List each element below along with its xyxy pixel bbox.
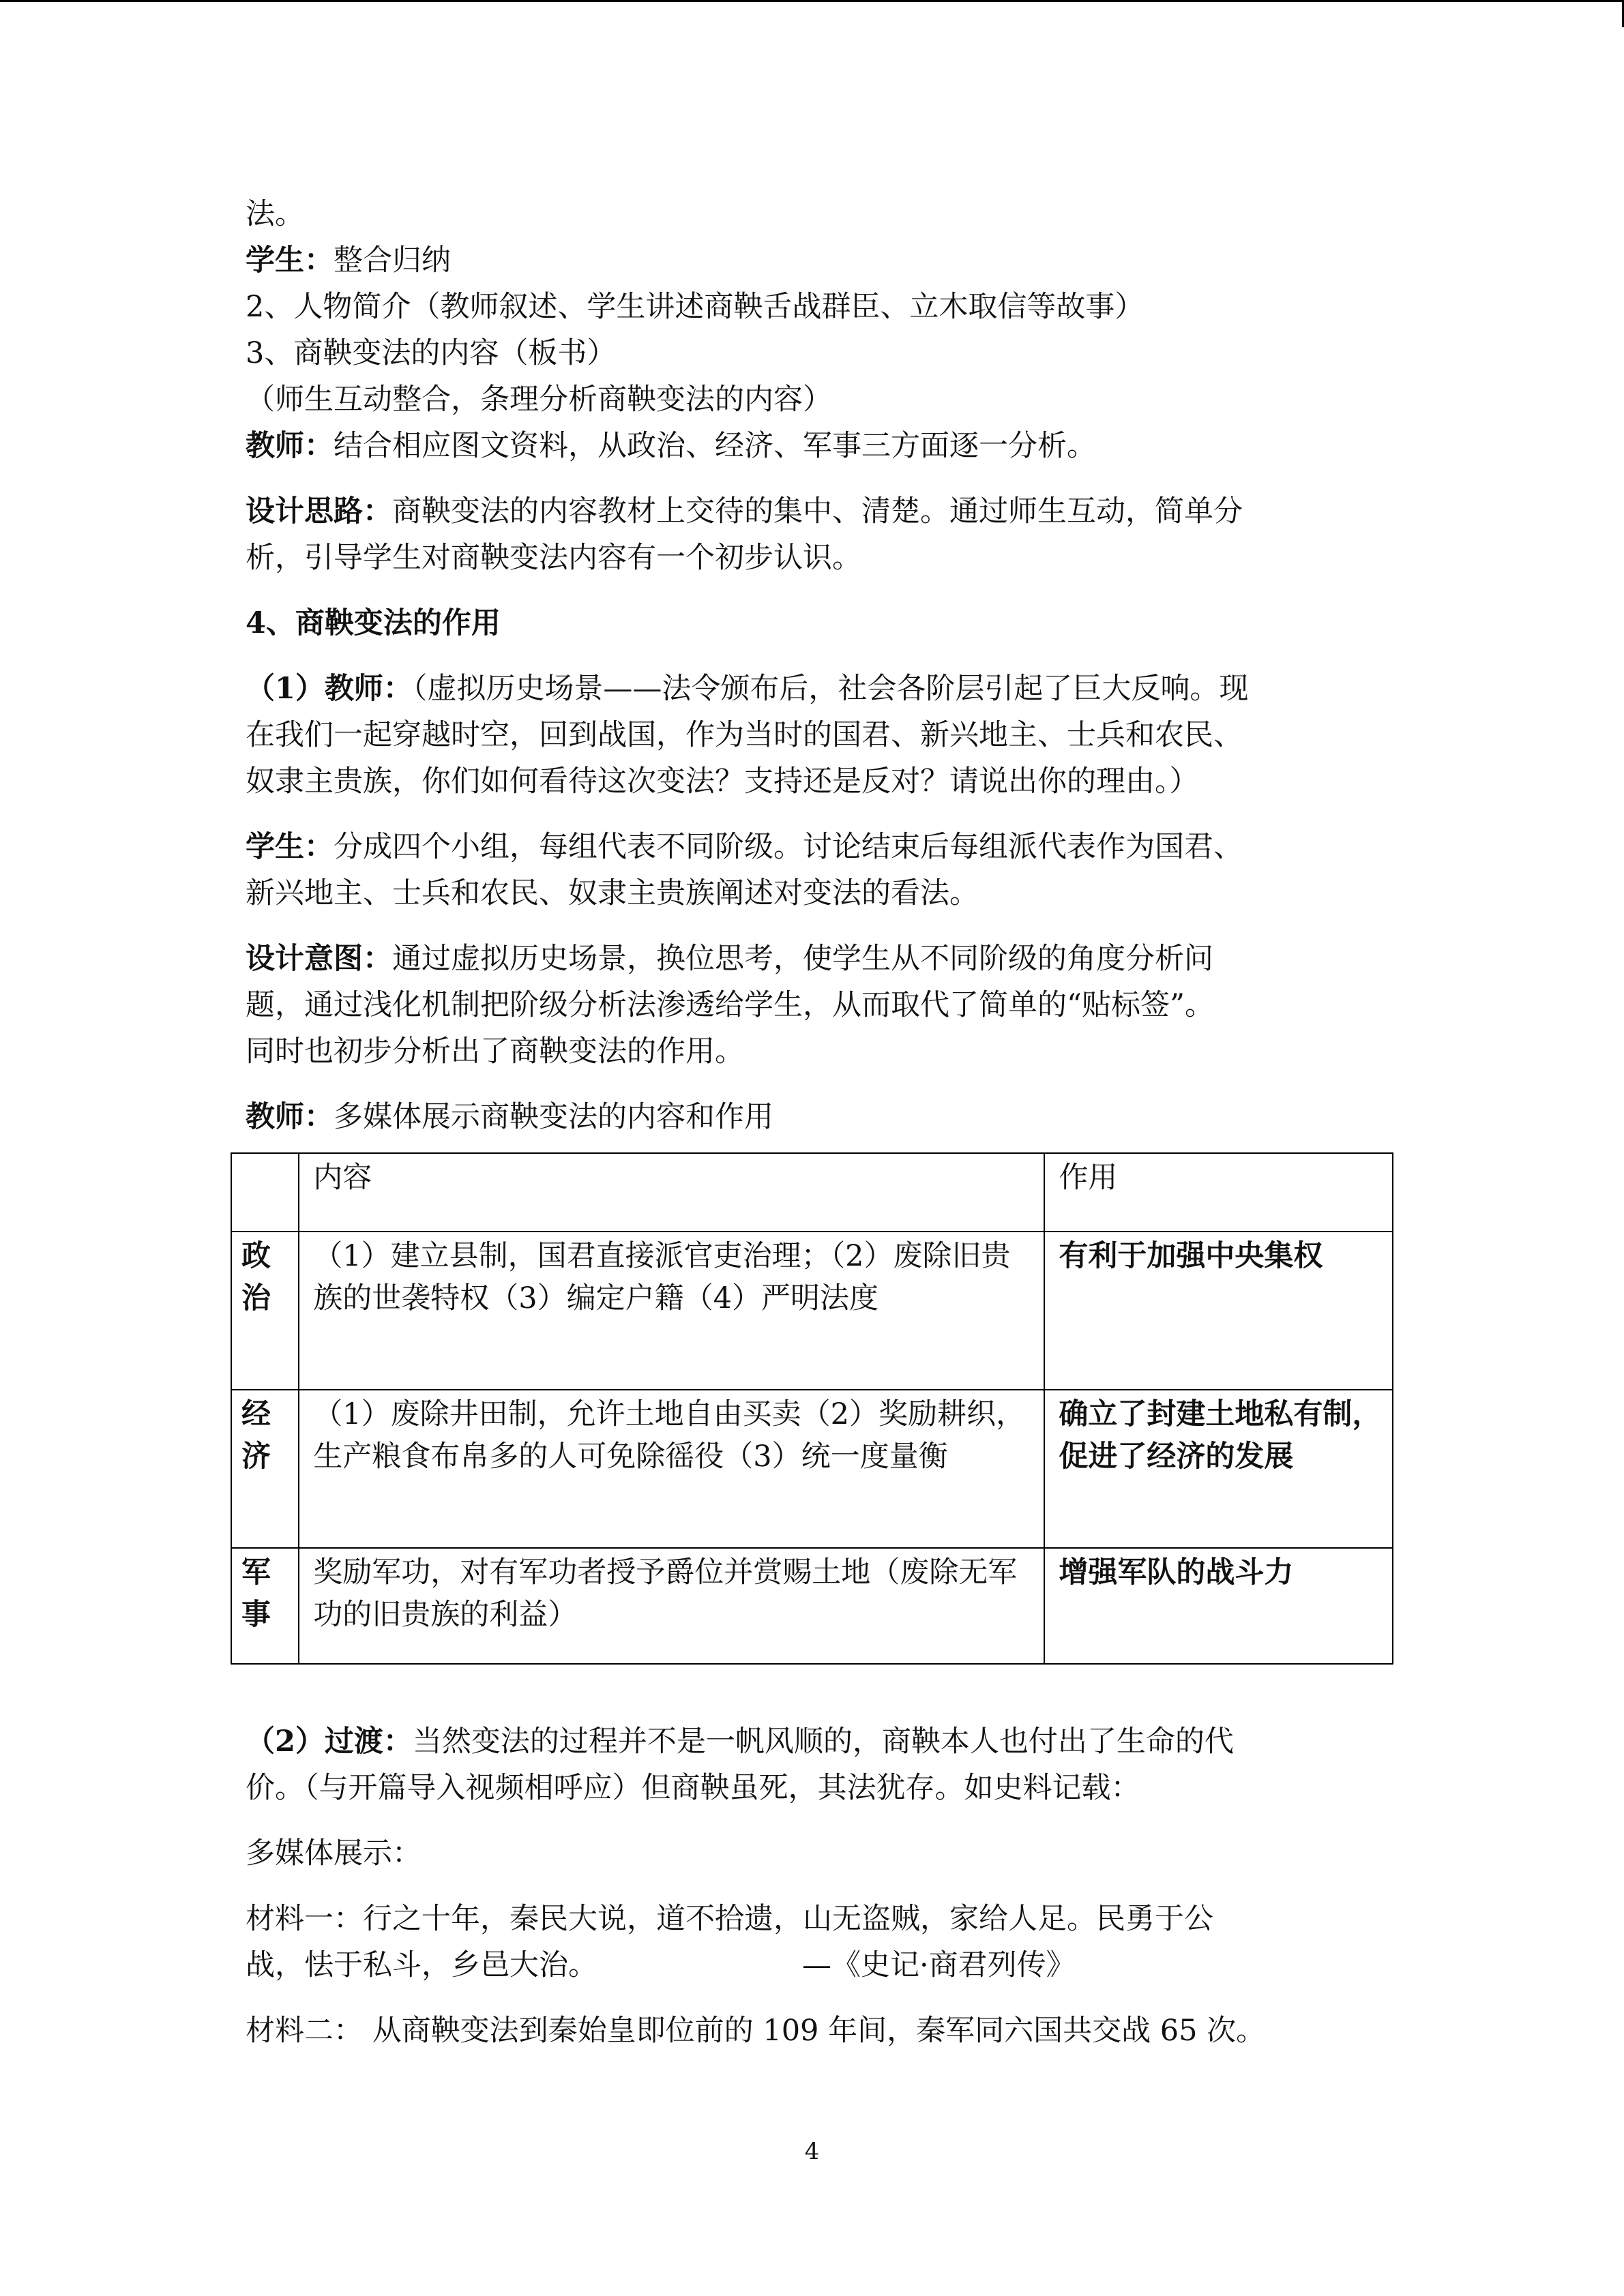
material-two: 材料二： 从商鞅变法到秦始皇即位前的 109 年间，秦军同六国共交战 65 次。 [246, 2014, 1266, 2048]
page-top-border [0, 0, 1624, 2]
intent-line2: 题，通过浅化机制把阶级分析法渗透给学生，从而取代了简单的“贴标签”。 [246, 988, 1214, 1022]
row-content-cell: （1）建立县制，国君直接派官吏治理；（2）废除旧贵族的世袭特权（3）编定户籍（4）严明法度 [299, 1232, 1044, 1390]
scenario-line2: 在我们一起穿越时空，回到战国，作为当时的国君、新兴地主、士兵和农民、 [246, 718, 1243, 752]
row-domain-cell: 军事 [231, 1548, 299, 1664]
table-row [231, 1390, 1393, 1548]
heading-4-text: 4、商鞅变法的作用 [246, 606, 501, 640]
header-effect-cell: 作用 [1044, 1153, 1393, 1232]
row-content-cell: （1）废除井田制，允许土地自由买卖（2）奖励耕织，生产粮食布帛多的人可免除徭役（3）统一度量衡 [299, 1390, 1044, 1548]
scenario-line3: 奴隶主贵族，你们如何看待这次变法？支持还是反对？请说出你的理由。） [246, 764, 1199, 799]
line-student-summary [246, 237, 1405, 284]
intent-line3: 同时也初步分析出了商鞅变法的作用。 [246, 1034, 744, 1069]
line-profile: 2、人物简介（教师叙述、学生讲述商鞅舌战群臣、立木取信等故事） [246, 290, 1145, 324]
label-teacher-2: 教师： [246, 1100, 334, 1134]
design-idea-paragraph [246, 488, 1405, 581]
material-one [246, 1896, 1405, 1988]
transition-line1: 当然变法的过程并不是一帆风顺的，商鞅本人也付出了生命的代 [412, 1725, 1234, 1759]
page-number: 4 [804, 2138, 820, 2165]
row-effect-cell: 有利于加强中央集权 [1044, 1232, 1393, 1390]
row-domain-cell: 经济 [231, 1390, 299, 1548]
teacher-scenario-paragraph [246, 666, 1405, 805]
group-line2: 新兴地主、士兵和农民、奴隶主贵族阐述对变法的看法。 [246, 876, 979, 910]
line-teacher-analysis [246, 423, 1405, 469]
scenario-line1: （虚拟历史场景——法令颁布后，社会各阶层引起了巨大反响。现 [412, 672, 1249, 706]
design-intent-paragraph [246, 936, 1405, 1075]
reform-table [231, 1152, 1393, 1665]
intent-line1: 通过虚拟历史场景，换位思考，使学生从不同阶级的角度分析问 [392, 942, 1213, 976]
design-idea-line2: 析，引导学生对商鞅变法内容有一个初步认识。 [246, 541, 861, 575]
text-teacher-multimedia: 多媒体展示商鞅变法的内容和作用 [334, 1100, 773, 1134]
row-content-cell: 奖励军功，对有军功者授予爵位并赏赐土地（废除无军功的旧贵族的利益） [299, 1548, 1044, 1664]
row-effect-cell: 确立了封建土地私有制，促进了经济的发展 [1044, 1390, 1393, 1548]
text-student-summary: 整合归纳 [334, 243, 451, 278]
label-teacher-1: （1）教师： [246, 672, 413, 706]
table-header-row [231, 1153, 1393, 1232]
after-table-text [246, 1718, 1405, 2054]
text-teacher-analysis: 结合相应图文资料，从政治、经济、军事三方面逐一分析。 [334, 429, 1096, 463]
material-one-line1: 材料一：行之十年，秦民大说，道不拾遗，山无盗贼，家给人足。民勇于公 [246, 1902, 1213, 1936]
line-interaction: （师生互动整合，条理分析商鞅变法的内容） [246, 383, 832, 417]
header-content-cell: 内容 [299, 1153, 1044, 1232]
row-domain-cell: 政治 [231, 1232, 299, 1390]
material-one-line2: 战，怯于私斗，乡邑大治。 [246, 1948, 597, 1982]
label-student: 学生： [246, 243, 334, 278]
material-one-source: —《史记·商君列传》 [802, 1948, 1076, 1982]
multimedia-label: 多媒体展示： [246, 1836, 422, 1870]
label-teacher: 教师： [246, 429, 334, 463]
teacher-multimedia-line [246, 1094, 1405, 1140]
design-idea-line1: 商鞅变法的内容教材上交待的集中、清楚。通过师生互动，简单分 [392, 494, 1243, 528]
line-content-title: 3、商鞅变法的内容（板书） [246, 336, 617, 370]
group-line1: 分成四个小组，每组代表不同阶级。讨论结束后每组派代表作为国君、 [334, 830, 1243, 864]
table-row [231, 1548, 1393, 1664]
transition-paragraph [246, 1718, 1405, 1811]
transition-line2: 价。（与开篇导入视频相呼应）但商鞅虽死，其法犹存。如史料记载： [246, 1771, 1140, 1805]
label-design-idea: 设计思路： [246, 494, 392, 528]
header-blank-cell [231, 1153, 299, 1232]
section-heading-4 [246, 600, 1405, 646]
table-row [231, 1232, 1393, 1390]
student-group-paragraph [246, 824, 1405, 916]
row-effect-cell: 增强军队的战斗力 [1044, 1548, 1393, 1664]
line-fa: 法。 [246, 197, 304, 231]
label-student-2: 学生： [246, 830, 334, 864]
body-text [246, 191, 1405, 1140]
label-design-intent: 设计意图： [246, 942, 392, 976]
label-transition: （2）过渡： [246, 1725, 413, 1759]
